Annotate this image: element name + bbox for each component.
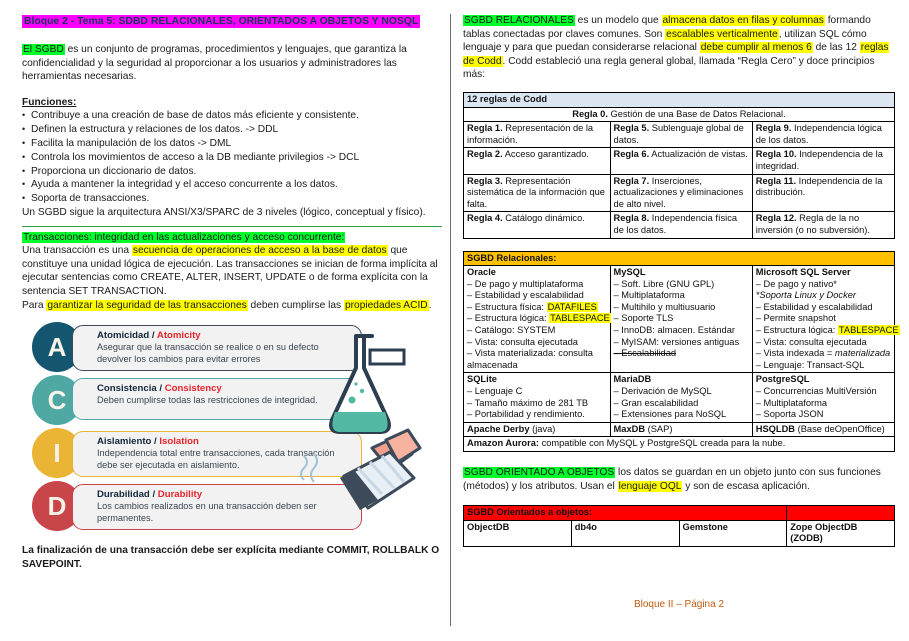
db-name: MariaDB <box>613 374 652 385</box>
codd-cell-text: Independencia lógica de los datos. <box>755 123 882 145</box>
codd-cell-label: Regla 4. <box>467 213 503 224</box>
column-divider <box>450 14 451 626</box>
db-feature: – De pago y multiplataforma <box>467 278 584 289</box>
db-feature: – Tamaño máximo de 281 TB <box>467 397 589 408</box>
codd-cell-label: Regla 11. <box>755 175 797 186</box>
ri-c: , utilizan SQL cómo lenguaje y para que puedan considerarse relacional <box>463 28 867 54</box>
codd-cell <box>752 212 894 238</box>
maxdb-cell <box>610 422 752 437</box>
table-row <box>464 212 895 238</box>
acid-body-isolation: Independencia total entre transacciones, cada transacción debe ser ejecutada en aislamiento. <box>97 448 335 470</box>
codd-cell <box>610 148 752 174</box>
db-feature: – Vista materializada: consulta almacenada <box>467 348 593 370</box>
db-name: Amazon Aurora: <box>467 438 539 449</box>
codd-cell <box>752 148 894 174</box>
derby-cell <box>464 422 611 437</box>
codd-cell-label: Regla 2. <box>467 149 503 160</box>
table-row <box>464 122 895 148</box>
aurora-cell <box>464 437 895 452</box>
oracle-cell <box>464 266 611 373</box>
list-item: • Contribuye a una creación de base de datos más eficiente y consistente. <box>22 109 442 123</box>
codd-cell-label: Regla 12. <box>755 213 797 224</box>
acid-row-atomicity <box>22 322 442 372</box>
db-feature: – Estructura física: DATAFILES <box>467 301 597 312</box>
codd-cell-label: Regla 1. <box>467 123 503 134</box>
acid-title-es: Aislamiento <box>97 436 152 448</box>
codd-cell-text: Representación de la información. <box>467 123 594 145</box>
acid-title-en: Isolation <box>159 436 199 448</box>
acid-diagram <box>22 322 442 536</box>
db-feature: – Catálogo: SYSTEM <box>467 325 556 336</box>
table-row <box>464 422 895 437</box>
page-footer <box>463 599 895 610</box>
codd-cell-text: Inserciones, actualizaciones y eliminaciones de alto nivel. <box>613 175 744 209</box>
codd-cell-text: Independencia física de los datos. <box>613 213 738 235</box>
mssql-cell <box>752 266 899 373</box>
object-db-cell: Zope ObjectDB (ZODB) <box>787 520 895 546</box>
object-db-cell: Gemstone <box>679 520 787 546</box>
acid-card-atomicity <box>72 325 362 371</box>
codd-cell <box>464 148 611 174</box>
table-row <box>464 174 895 212</box>
acid-title-atomicity <box>97 330 351 342</box>
list-item: • Soporta de transacciones. <box>22 192 442 206</box>
table-row <box>464 373 895 422</box>
codd-cell-label: Regla 6. <box>613 149 650 160</box>
db-name: MaxDB <box>613 423 646 434</box>
acid-row-isolation <box>22 428 442 478</box>
db-feature: – Vista: consulta ejecutada <box>755 336 867 347</box>
ri-hl4: debe cumplir al menos 6 <box>700 42 812 54</box>
codd-cell <box>464 174 611 212</box>
relational-dbms-table <box>463 251 899 453</box>
codd-cell-text: Catálogo dinámico. <box>502 213 585 224</box>
db-name: SQLite <box>467 374 497 385</box>
acid-circle-d: D <box>32 481 82 531</box>
list-item: • Proporciona un diccionario de datos. <box>22 165 442 179</box>
acid-title-es: Consistencia <box>97 383 157 395</box>
db-note: (java) <box>529 423 556 434</box>
transacciones-paragraph-1 <box>22 244 442 298</box>
codd-cell-label: Regla 7. <box>613 175 650 186</box>
postgresql-cell <box>752 373 894 422</box>
trans-p1-a: Una transacción es una <box>22 245 132 257</box>
codd-cell-text: Actualización de vistas. <box>649 149 748 160</box>
codd-rule-zero-label: Regla 0. <box>572 108 608 119</box>
funciones-label: Funciones: <box>22 96 77 108</box>
intro-paragraph <box>22 43 442 84</box>
acid-card-isolation <box>72 431 362 477</box>
trans-p2-b: deben cumplirse las <box>247 299 344 311</box>
acid-title-isolation <box>97 436 351 448</box>
table-row <box>464 92 895 107</box>
table-row <box>464 266 895 373</box>
acid-title-es: Durabilidad <box>97 489 150 501</box>
acid-title-sep: / <box>151 436 160 448</box>
sqlite-cell <box>464 373 611 422</box>
list-item: • Definen la estructura y relaciones de los datos. -> DDL <box>22 123 442 137</box>
list-item: • Ayuda a mantener la integridad y el acceso concurrente a los datos. <box>22 178 442 192</box>
tablespace-highlight: TABLESPACE <box>838 325 899 336</box>
object-dbms-table <box>463 505 895 547</box>
funciones-list <box>22 109 442 206</box>
db-feature: – Multiplataforma <box>613 290 685 301</box>
trans-p2-highlight-1: garantizar la seguridad de las transacciones <box>47 299 247 311</box>
object-table-header-filler <box>787 506 895 521</box>
left-column <box>22 14 442 571</box>
table-row <box>464 148 895 174</box>
ri-b: formando tablas conectadas por claves comunes. Son <box>463 15 871 40</box>
table-row <box>464 251 895 266</box>
db-feature: – Gran escalabilidad <box>613 397 699 408</box>
mariadb-cell <box>610 373 752 422</box>
intro-rest: es un conjunto de programas, procedimientos y lenguajes, que garantiza la confidencialidad y la seguridad al proporcionar a los usuarios y administradores las herramientas necesarias. <box>22 44 407 83</box>
db-feature: – Portabilidad y rendimiento. <box>467 409 585 420</box>
intro-highlight: El SGBD <box>23 44 64 55</box>
db-feature: – Lenguaje C <box>467 386 523 397</box>
codd-cell <box>610 122 752 148</box>
closing-text: La finalización de una transacción debe ser explícita mediante COMMIT, ROLLBALK O SAVEPOINT. <box>22 545 440 570</box>
codd-cell-text: Independencia de la integridad. <box>755 149 883 171</box>
codd-cell-label: Regla 3. <box>467 175 503 186</box>
object-intro <box>463 466 895 493</box>
oi-hl2: lenguaje OQL <box>618 480 682 492</box>
trans-p2-a: Para <box>22 299 47 311</box>
db-feature: – Extensiones para NoSQL <box>613 409 727 420</box>
db-note: (SAP) <box>645 423 673 434</box>
db-feature: – De pago y nativo* <box>755 278 837 289</box>
trans-p2-c: . <box>428 299 432 311</box>
table-row <box>464 506 895 521</box>
db-feature: – Estabilidad y escalabilidad <box>467 290 584 301</box>
db-name: Oracle <box>467 267 496 278</box>
object-table-header: SGBD Orientados a objetos: <box>464 506 787 521</box>
trans-p1-b: que constituye una unidad lógica de ejecución. Las transacciones se inician de forma implícita al ejecutar sentencias como CREATE, ALTER, INSERT, UPDATE o de forma explícita con la sentencia SET TRANSACTION. <box>22 245 438 297</box>
codd-cell <box>752 122 894 148</box>
codd-rule-zero <box>464 107 895 122</box>
db-name: Apache Derby <box>467 423 530 434</box>
codd-cell-text: Representación sistemática de la información que falta. <box>467 175 605 209</box>
object-db-cell: ObjectDB <box>464 520 572 546</box>
acid-body-consistency: Deben cumplirse todas las restricciones de integridad. <box>97 395 318 406</box>
trans-p2-highlight-2: propiedades ACID <box>344 299 428 311</box>
acid-title-sep: / <box>149 330 157 342</box>
codd-cell-text: Acceso garantizado. <box>502 149 589 160</box>
codd-rule-zero-text: Gestión de una Base de Datos Relacional. <box>607 108 786 119</box>
right-column <box>463 14 899 547</box>
acid-title-durability <box>97 489 351 501</box>
codd-cell-label: Regla 5. <box>613 123 650 134</box>
codd-cell-text: Regla de la no inversión (o no subversión). <box>755 213 870 235</box>
db-feature: – Concurrencias MultiVersión <box>755 386 877 397</box>
codd-cell <box>610 174 752 212</box>
object-db-cell: db4o <box>571 520 679 546</box>
acid-card-consistency <box>72 378 362 420</box>
db-feature: – Estructura lógica: TABLESPACE <box>467 313 610 324</box>
transacciones-heading-text: Transacciones: integridad en las actualizaciones y acceso concurrente: <box>23 231 345 243</box>
acid-row-durability <box>22 481 442 531</box>
datafiles-highlight: DATAFILES <box>547 301 597 312</box>
db-name: Microsoft SQL Server <box>755 267 851 278</box>
db-name: PostgreSQL <box>755 374 810 385</box>
codd-cell-label: Regla 10. <box>755 149 797 160</box>
list-item: • Facilita la manipulación de los datos -> DML <box>22 137 442 151</box>
acid-circle-c: C <box>32 375 82 425</box>
db-feature: – Derivación de MySQL <box>613 386 712 397</box>
table-row <box>464 437 895 452</box>
hsqldb-cell <box>752 422 894 437</box>
db-feature: – Vista: consulta ejecutada <box>467 336 578 347</box>
db-feature: – Soporte TLS <box>613 313 674 324</box>
table-row <box>464 107 895 122</box>
codd-cell <box>752 174 894 212</box>
acid-circle-i: I <box>32 428 82 478</box>
acid-title-sep: / <box>149 489 158 501</box>
acid-title-consistency <box>97 383 351 395</box>
transacciones-paragraph-2 <box>22 299 442 313</box>
db-feature: – Multihilo y multiusuario <box>613 301 716 312</box>
tablespace-highlight: TABLESPACE <box>550 313 610 324</box>
relational-table-header: SGBD Relacionales: <box>464 251 895 266</box>
ri-hl3: escalables verticalmente <box>666 28 778 40</box>
codd-cell <box>464 212 611 238</box>
acid-body-atomicity: Asegurar que la transacción se realice o en su defecto devolver los cambios para evitar errores <box>97 342 319 364</box>
db-feature: – Lenguaje: Transact-SQL <box>755 359 865 370</box>
db-feature: – Permite snapshot <box>755 313 836 324</box>
table-row <box>464 520 895 546</box>
db-feature: – Vista indexada = materializada <box>755 348 891 359</box>
acid-body-durability: Los cambios realizados en una transacción deben ser permanentes. <box>97 501 317 523</box>
transacciones-heading <box>22 231 442 245</box>
ri-e: . Codd estableció una regla general global, llamada “Regla Cero” y doce principios más: <box>463 55 875 81</box>
relational-intro-highlight: SGBD RELACIONALES <box>464 15 574 26</box>
mysql-cell <box>610 266 752 373</box>
codd-cell-label: Regla 9. <box>755 123 792 134</box>
footer-text: Bloque II – Página 2 <box>633 599 725 610</box>
db-note: (Base deOpenOffice) <box>795 423 885 434</box>
ri-hl5: reglas de Codd <box>463 42 889 67</box>
arquitectura-text: Un SGBD sigue la arquitectura ANSI/X3/SPARC de 3 niveles (lógico, conceptual y físico). <box>22 206 426 218</box>
acid-title-en: Consistency <box>164 383 222 395</box>
codd-cell-label: Regla 8. <box>613 213 650 224</box>
object-intro-highlight: SGBD ORIENTADO A OBJETOS <box>464 467 615 478</box>
codd-table-title: 12 reglas de Codd <box>464 92 895 107</box>
db-feature-note: *Soporta Linux y Docker <box>755 290 857 301</box>
db-feature: – Soporta JSON <box>755 409 824 420</box>
materializada-italic: materializada <box>834 348 891 359</box>
acid-title-sep: / <box>156 383 165 395</box>
oi-b: y son de escasa aplicación. <box>682 480 810 492</box>
trans-p1-highlight: secuencia de operaciones de acceso a la base de datos <box>132 245 387 257</box>
db-feature-struck: – Escalabilidad <box>613 348 677 359</box>
acid-circle-a: A <box>32 322 82 372</box>
acid-title-en: Durability <box>157 489 203 501</box>
acid-title-en: Atomicity <box>156 330 201 342</box>
db-feature: – InnoDB: almacen. Estándar <box>613 325 735 336</box>
ri-d: de las 12 <box>812 42 860 54</box>
db-feature: – Estabilidad y escalabilidad <box>755 301 873 312</box>
db-feature: – Estructura lógica: TABLESPACE <box>755 325 899 336</box>
codd-rules-table <box>463 92 895 239</box>
page-title-text: Bloque 2 - Tema 5: SDBD RELACIONALES, ORIENTADOS A OBJETOS Y NOSQL <box>24 16 419 27</box>
db-feature: – Soft. Libre (GNU GPL) <box>613 278 715 289</box>
codd-cell-text: Independencia de la distribución. <box>755 175 883 198</box>
green-divider <box>22 226 442 227</box>
codd-cell <box>464 122 611 148</box>
ri-a: es un modelo que <box>574 15 662 26</box>
acid-card-durability <box>72 484 362 530</box>
db-name: HSQLDB <box>755 423 796 434</box>
list-item: • Controla los movimientos de acceso a la DB mediante privilegios -> DCL <box>22 151 442 165</box>
db-note: compatible con MySQL y PostgreSQL creada para la nube. <box>538 438 786 449</box>
db-name: MySQL <box>613 267 646 278</box>
relational-intro <box>463 14 895 82</box>
db-feature: – MyISAM: versiones antiguas <box>613 336 740 347</box>
db-feature: – Multiplataforma <box>755 397 828 408</box>
page-title <box>22 14 442 29</box>
codd-cell-text: Sublenguaje global de datos. <box>613 123 744 145</box>
oi-a: los datos se guardan en un objeto junto con sus funciones (métodos) y los atributos. Usan el <box>463 467 881 492</box>
ri-hl2: almacena datos en filas y columnas <box>662 15 824 26</box>
acid-title-es: Atomicidad <box>97 330 150 342</box>
acid-row-consistency <box>22 375 442 425</box>
codd-cell <box>610 212 752 238</box>
